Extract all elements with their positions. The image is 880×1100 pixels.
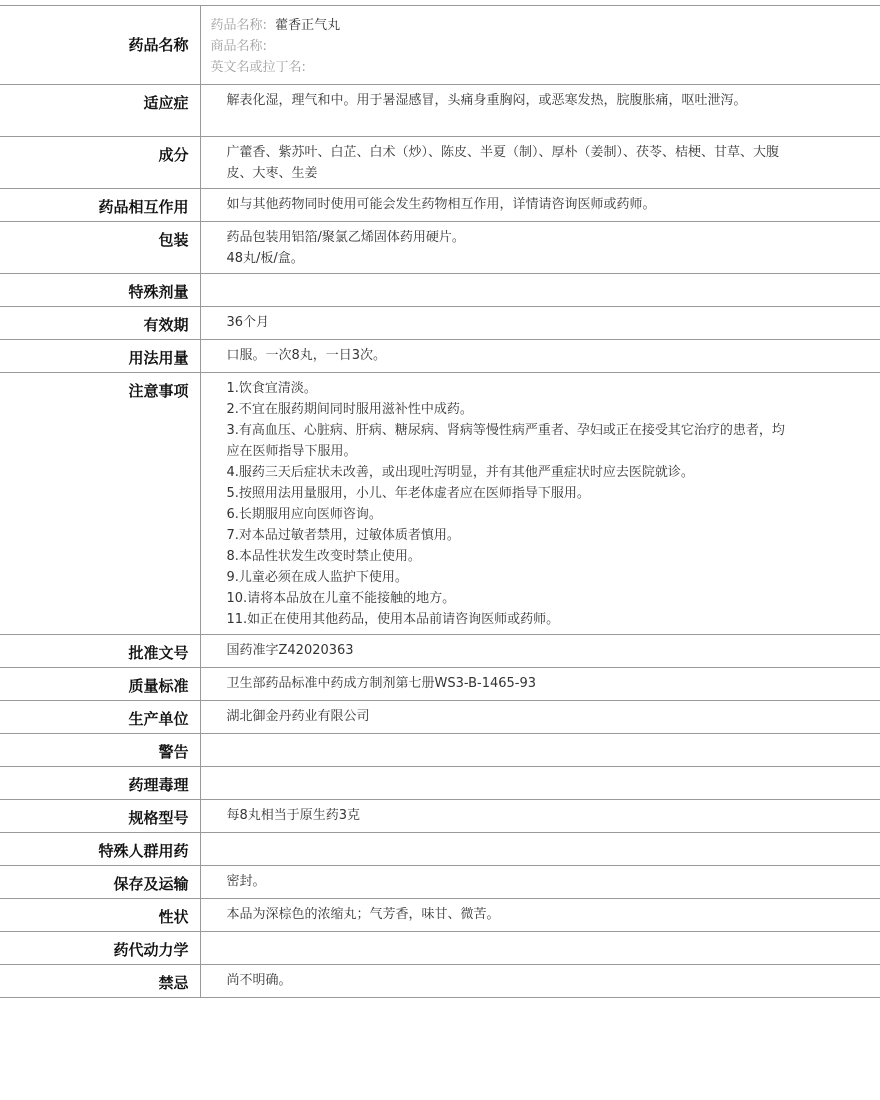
value-line: 尚不明确。: [226, 973, 292, 988]
row-value: [200, 866, 880, 899]
spec-row: [0, 833, 880, 866]
row-label: [0, 222, 200, 274]
value-line: 10.请将本品放在儿童不能接触的地方。: [226, 591, 456, 606]
spec-row: [0, 767, 880, 800]
row-value: [200, 373, 880, 635]
row-label: [0, 307, 200, 340]
row-value: [200, 340, 880, 373]
value-line: 口服。一次8丸，一日3次。: [226, 348, 387, 363]
row-value: [200, 965, 880, 998]
row-label-text: 特殊人群用药: [98, 842, 189, 860]
spec-row: [0, 137, 880, 189]
row-label-text: 成分: [158, 146, 189, 164]
spec-row: [0, 866, 880, 899]
row-label-text: 药代动力学: [113, 941, 189, 959]
row-label-text: 禁忌: [158, 974, 189, 992]
row-label-text: 特殊剂量: [128, 283, 189, 301]
spec-row: [0, 701, 880, 734]
row-label: [0, 635, 200, 668]
row-label-text: 包装: [158, 231, 189, 249]
row-value: [200, 701, 880, 734]
row-label: [0, 701, 200, 734]
value-line: 药品包装用铝箔/聚氯乙烯固体药用硬片。: [226, 230, 465, 245]
row-label-text: 药品相互作用: [98, 198, 189, 216]
spec-rows: [0, 85, 880, 998]
row-label: [0, 6, 200, 85]
row-label-text: 性状: [158, 908, 189, 926]
value-line: 如与其他药物同时使用可能会发生药物相互作用，详情请咨询医师或药师。: [226, 197, 656, 212]
value-line: 48丸/板/盒。: [226, 251, 304, 266]
generic-name-value: 藿香正气丸: [275, 18, 341, 33]
value-line: 2.不宜在服药期间同时服用滋补性中成药。: [226, 402, 473, 417]
spec-row: [0, 734, 880, 767]
row-value: [200, 800, 880, 833]
english-name-line: [211, 57, 880, 78]
spec-row: [0, 635, 880, 668]
row-label: [0, 800, 200, 833]
value-line: 8.本品性状发生改变时禁止使用。: [226, 549, 421, 564]
value-line: 本品为深棕色的浓缩丸；气芳香，味甘、微苦。: [226, 907, 500, 922]
row-label: [0, 932, 200, 965]
name-row: [0, 6, 880, 85]
spec-row: [0, 800, 880, 833]
row-value: [200, 734, 880, 767]
row-value: [200, 274, 880, 307]
value-line: 广藿香、紫苏叶、白芷、白术（炒）、陈皮、半夏（制）、厚朴（姜制）、茯苓、桔梗、甘草、大腹皮、大枣、生姜: [226, 145, 780, 181]
row-value: [200, 222, 880, 274]
row-label-text: 适应症: [143, 94, 189, 112]
generic-name-key: 药品名称:: [210, 18, 267, 33]
spec-row: [0, 222, 880, 274]
spec-row: [0, 85, 880, 137]
row-label-text: 药理毒理: [128, 776, 189, 794]
spec-row: [0, 340, 880, 373]
value-line: 解表化湿，理气和中。用于暑湿感冒，头痛身重胸闷，或恶寒发热，脘腹胀痛，呕吐泄泻。: [226, 93, 747, 108]
row-label: [0, 866, 200, 899]
spec-row: [0, 965, 880, 998]
trade-name-key: 商品名称:: [210, 39, 267, 54]
row-value: [200, 85, 880, 137]
row-label-text: 用法用量: [128, 349, 189, 367]
drug-spec-table: [0, 5, 880, 998]
value-line: 湖北御金丹药业有限公司: [226, 709, 370, 724]
row-label: [0, 274, 200, 307]
spec-row: [0, 189, 880, 222]
english-name-key: 英文名或拉丁名:: [210, 60, 306, 75]
value-line: 国药准字Z42020363: [226, 643, 354, 658]
spec-row: [0, 274, 880, 307]
row-value: [200, 635, 880, 668]
row-label: [0, 833, 200, 866]
row-value: [200, 899, 880, 932]
row-label-text: 批准文号: [128, 644, 189, 662]
row-value: [200, 307, 880, 340]
generic-name-line: [211, 15, 880, 36]
row-label-text: 药品名称: [128, 36, 189, 54]
row-label-text: 有效期: [143, 316, 189, 334]
value-line: 9.儿童必须在成人监护下使用。: [226, 570, 408, 585]
row-label: [0, 899, 200, 932]
row-label: [0, 767, 200, 800]
row-label-text: 注意事项: [128, 382, 189, 400]
spec-row: [0, 373, 880, 635]
value-line: 11.如正在使用其他药品，使用本品前请咨询医师或药师。: [226, 612, 560, 627]
row-label-text: 规格型号: [128, 809, 189, 827]
row-label: [0, 373, 200, 635]
row-label-text: 保存及运输: [113, 875, 189, 893]
row-value: [200, 137, 880, 189]
value-line: 1.饮食宜清淡。: [226, 381, 317, 396]
row-label: [0, 734, 200, 767]
row-label: [0, 340, 200, 373]
trade-name-line: [211, 36, 880, 57]
name-block: [200, 6, 880, 85]
row-label-text: 质量标准: [128, 677, 189, 695]
row-value: [200, 767, 880, 800]
row-label: [0, 85, 200, 137]
spec-row: [0, 668, 880, 701]
value-line: 卫生部药品标准中药成方制剂第七册WS3-B-1465-93: [226, 676, 537, 691]
spec-row: [0, 307, 880, 340]
row-label: [0, 137, 200, 189]
value-line: 4.服药三天后症状未改善，或出现吐泻明显，并有其他严重症状时应去医院就诊。: [226, 465, 694, 480]
value-line: 6.长期服用应向医师咨询。: [226, 507, 382, 522]
value-line: 36个月: [226, 315, 270, 330]
row-label: [0, 668, 200, 701]
value-line: 每8丸相当于原生药3克: [226, 808, 361, 823]
row-label-text: 生产单位: [128, 710, 189, 728]
row-label-text: 警告: [158, 743, 189, 761]
spec-row: [0, 899, 880, 932]
value-line: 5.按照用法用量服用，小儿、年老体虚者应在医师指导下服用。: [226, 486, 590, 501]
spec-row: [0, 932, 880, 965]
row-value: [200, 189, 880, 222]
value-line: 密封。: [226, 874, 266, 889]
row-value: [200, 833, 880, 866]
row-label: [0, 189, 200, 222]
row-value: [200, 932, 880, 965]
value-line: 3.有高血压、心脏病、肝病、糖尿病、肾病等慢性病严重者、孕妇或正在接受其它治疗的患者，均应在医师指导下服用。: [226, 423, 785, 459]
value-line: 7.对本品过敏者禁用，过敏体质者慎用。: [226, 528, 460, 543]
row-label: [0, 965, 200, 998]
row-value: [200, 668, 880, 701]
